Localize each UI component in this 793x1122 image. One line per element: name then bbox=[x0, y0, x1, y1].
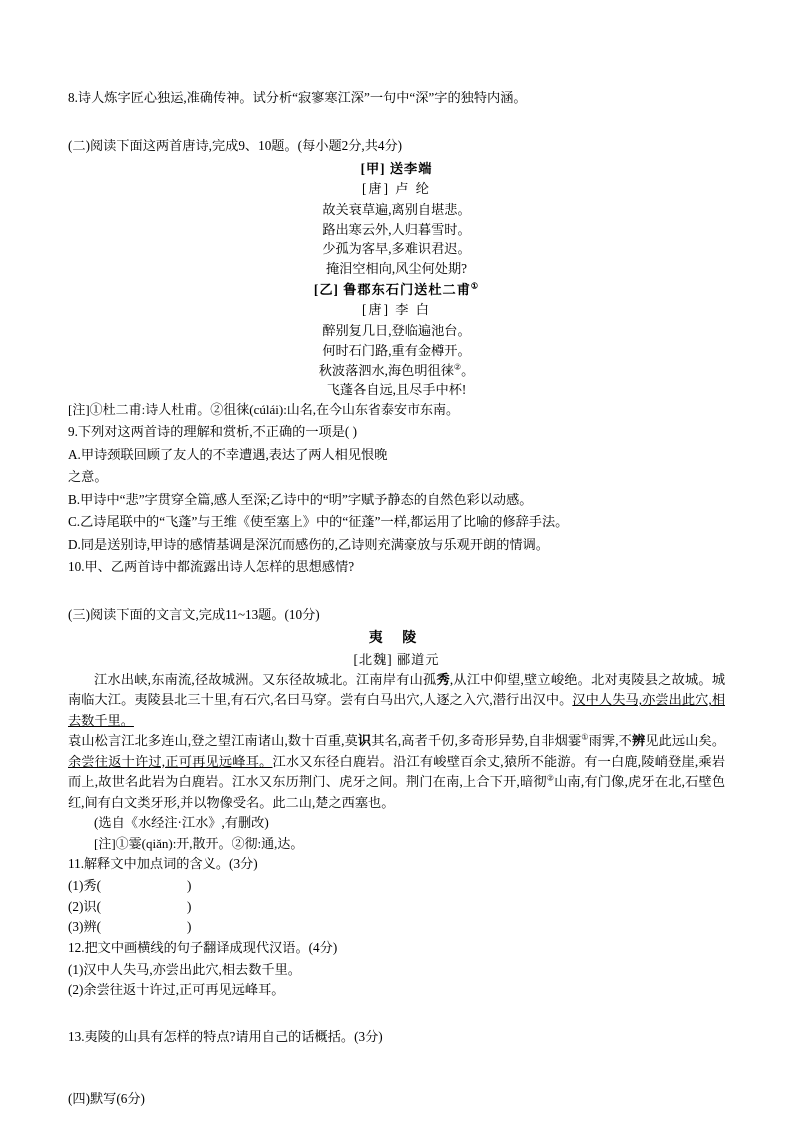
poem-yi-line-3-text: 秋波落泗水,海色明徂徕 bbox=[318, 362, 454, 378]
poem-jia-dynasty: [唐] bbox=[362, 181, 390, 197]
poem-yi-bracket: [乙] bbox=[313, 282, 339, 297]
poem-yi-line-3-note-marker: ② bbox=[453, 362, 462, 372]
question-9-option-c: C.乙诗尾联中的“飞蓬”与王维《使至塞上》中的“征蓬”一样,都运用了比喻的修辞手法。 bbox=[68, 514, 569, 530]
question-11-item-2 bbox=[68, 897, 725, 917]
section-3-notes: [注]①霎(qiǎn):开,散开。②彻:通,达。 bbox=[94, 835, 304, 851]
question-9: 9.下列对这两首诗的理解和赏析,不正确的一项是( ) bbox=[68, 424, 358, 440]
poem-jia-title: 送李端 bbox=[389, 160, 433, 176]
poem-yi-title: 鲁郡东石门送杜二甫 bbox=[343, 282, 471, 297]
poem-jia-line-4: 掩泪空相向,风尘何处期? bbox=[325, 261, 468, 277]
spacer bbox=[68, 579, 725, 605]
p2-run-0: 袁山松言江北多连山,登之望江南诸山,数十百重,莫 bbox=[68, 733, 358, 749]
question-9-option-b: B.甲诗中“悲”字贯穿全篇,感人至深;乙诗中的“明”字赋予静态的自然色彩以动感。 bbox=[68, 491, 533, 507]
poem-jia-bracket: [甲] bbox=[360, 160, 386, 176]
poem-jia-line-2: 路出寒云外,人归暮雪时。 bbox=[322, 221, 471, 237]
poem-jia-line-1: 故关衰草遍,离别自堪悲。 bbox=[322, 201, 471, 217]
q11-item-3-label: (3)辨( bbox=[68, 919, 101, 935]
p2-note-marker-1: ① bbox=[581, 732, 589, 742]
poem-yi-title-note-marker: ① bbox=[470, 281, 480, 291]
passage-source: (选自《水经注·江水》,有删改) bbox=[94, 815, 269, 831]
poem-yi-line-4: 飞蓬各自远,且尽手中杯! bbox=[326, 382, 467, 398]
poem-yi-author-line bbox=[68, 300, 725, 320]
poem-yi-line-1: 醉别复几日,登临遍池台。 bbox=[322, 322, 471, 338]
question-9-option-a-cont: 之意。 bbox=[68, 469, 108, 485]
p2-run-6: 见此远山矣。 bbox=[645, 733, 726, 749]
section-4-heading: (四)默写(6分) bbox=[68, 1091, 145, 1107]
p2-underlined-sentence: 余尝往返十许过,正可再见远峰耳。 bbox=[68, 753, 273, 769]
question-12-item-2: (2)余尝往返十许过,正可再见远峰耳。 bbox=[68, 982, 285, 998]
poem-jia-author-line bbox=[68, 179, 725, 199]
poem-jia-title-line bbox=[68, 159, 725, 179]
spacer bbox=[68, 110, 725, 136]
p2-run-2: 其名,高者千仞,多奇形异势,自非烟霎 bbox=[371, 733, 582, 749]
p1-run-2: ,从江中仰望,壁立峻绝。北对夷陵县之故城。城南临大江。夷陵县北三十里,有石穴,名曰马穿。尝有白马出穴,人逐之入穴,潜行出汉中。 bbox=[68, 672, 726, 708]
question-13: 13.夷陵的山具有怎样的特点?请用自己的话概括。(3分) bbox=[68, 1028, 383, 1044]
p1-keyword-xiu: 秀 bbox=[436, 672, 450, 687]
p2-keyword-bian: 辨 bbox=[631, 733, 646, 749]
poem-yi-line-3-tail: 。 bbox=[461, 362, 475, 378]
q11-item-2-label: (2)识( bbox=[68, 898, 101, 914]
question-10: 10.甲、乙两首诗中都流露出诗人怎样的思想感情? bbox=[68, 558, 355, 574]
q11-item-2-close: ) bbox=[186, 898, 192, 914]
section-2-heading: (二)阅读下面这两首唐诗,完成9、10题。(每小题2分,共4分) bbox=[68, 138, 403, 154]
passage-author-line bbox=[68, 650, 725, 670]
p2-run-10: 山南,有门像,虎牙在北,石壁色红,间有白文类牙形,并以物像受名。此二山,楚之西塞也。 bbox=[68, 774, 726, 810]
q11-item-1-label: (1)秀( bbox=[68, 878, 101, 894]
spacer bbox=[68, 1001, 725, 1027]
passage-title: 夷 陵 bbox=[368, 630, 425, 646]
p2-keyword-shi: 识 bbox=[357, 733, 372, 749]
passage-paragraph-1 bbox=[68, 670, 725, 731]
poem-jia bbox=[68, 159, 725, 279]
poem-yi-dynasty: [唐] bbox=[362, 302, 390, 318]
poem-yi-line-2: 何时石门路,重有金樽开。 bbox=[322, 342, 471, 358]
passage-dynasty: [北魏] bbox=[353, 651, 393, 667]
passage-paragraph-2 bbox=[68, 731, 725, 813]
question-9-option-d: D.同是送别诗,甲诗的感情基调是深沉而感伤的,乙诗则充满豪放与乐观开朗的情调。 bbox=[68, 536, 549, 552]
poem-yi-title-line bbox=[68, 280, 725, 300]
p2-note-marker-2: ② bbox=[546, 773, 555, 783]
spacer bbox=[68, 1049, 725, 1075]
question-11-item-1 bbox=[68, 876, 725, 896]
section-3-heading: (三)阅读下面的文言文,完成11~13题。(10分) bbox=[68, 607, 320, 623]
question-11: 11.解释文中加点词的含义。(3分) bbox=[68, 855, 258, 871]
poem-jia-line-3: 少孤为客早,多难识君迟。 bbox=[322, 241, 471, 257]
p2-run-4: 雨霁,不 bbox=[588, 733, 632, 749]
p1-run-0: 江水出峡,东南流,径故城洲。又东径故城北。江南岸有山孤 bbox=[94, 672, 437, 687]
p2-run-8: 江水又东径白鹿岩。沿江有峻壁百余丈,猿所不能游。有一白鹿,陵峭登崖,乘岩而上,故世名此岩为白鹿岩。江水又东历荆门、虎牙之间。荆门在南,上合下开,暗彻 bbox=[68, 753, 726, 790]
p1-underlined-sentence: 汉中人失马,亦尝出此穴,相去数千里。 bbox=[68, 692, 726, 728]
spacer bbox=[68, 1075, 725, 1089]
poem-jia-author: 卢 纶 bbox=[395, 181, 431, 197]
passage-author: 郦道元 bbox=[396, 651, 440, 667]
poem-yi-author: 李 白 bbox=[395, 302, 431, 318]
question-12-item-1: (1)汉中人失马,亦尝出此穴,相去数千里。 bbox=[68, 962, 301, 978]
poem-yi-line-3 bbox=[68, 361, 725, 381]
q11-item-3-close: ) bbox=[186, 919, 192, 935]
question-12: 12.把文中画横线的句子翻译成现代汉语。(4分) bbox=[68, 939, 338, 955]
section-2-notes: [注]①杜二甫:诗人杜甫。②徂徕(cúlái):山名,在今山东省泰安市东南。 bbox=[68, 402, 460, 418]
q11-item-1-close: ) bbox=[186, 878, 192, 894]
poem-yi bbox=[68, 280, 725, 400]
question-9-option-a: A.甲诗颈联回顾了友人的不幸遭遇,表达了两人相见恨晚 bbox=[68, 446, 388, 462]
question-11-item-3 bbox=[68, 917, 725, 937]
question-8: 8.诗人炼字匠心独运,准确传神。试分析“寂寥寒江深”一句中“深”字的独特内涵。 bbox=[68, 90, 527, 105]
